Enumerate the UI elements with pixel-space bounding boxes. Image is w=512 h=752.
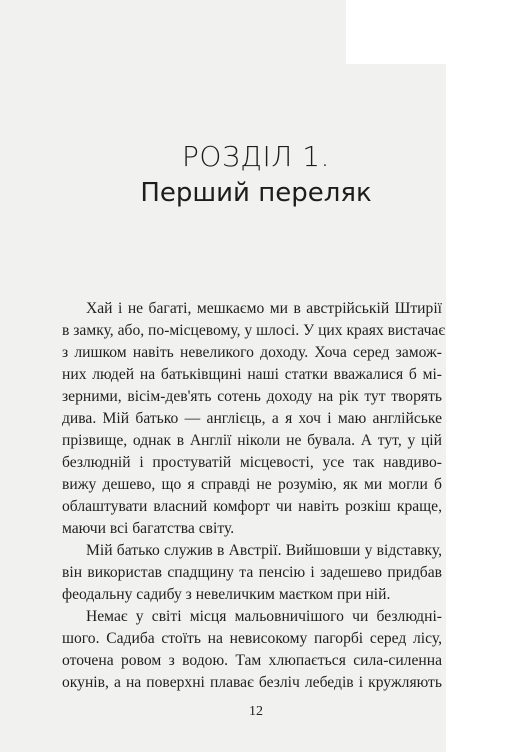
page-corner-blank (346, 0, 446, 64)
text-line: Мій батько служив в Австрії. Вийшовши у відставку, (86, 542, 442, 559)
paragraph-3 (62, 606, 442, 694)
text-line: облаштувати власний комфорт чи навіть розкіш краще, (62, 498, 442, 515)
text-line: шого. Садиба стоїть на невисокому пагорбі серед лісу, (62, 630, 442, 647)
text-line: оточена ровом з водою. Там хлюпається сила-силенна (62, 652, 442, 669)
text-line: прізвище, однак в Англії ніколи не бувала. А тут, у цій (62, 432, 442, 449)
paragraph-1 (62, 298, 446, 540)
text-line: окунів, а на поверхні плаває безліч лебедів і кружляють (62, 674, 442, 691)
text-line: зерними, вісім-дев'ять сотень доходу на рік тут творять (62, 388, 442, 405)
text-line: дива. Мій батько — англієць, а я хоч і маю англійське (62, 410, 442, 427)
text-line: з лишком навіть невеликого доходу. Хоча серед замож- (62, 344, 442, 361)
body-text (62, 298, 446, 694)
paragraph-2 (62, 540, 442, 606)
chapter-title: Перший переляк (140, 178, 372, 208)
text-line: він використав спадщину та пенсію і задешево придбав (62, 564, 442, 581)
page-number: 12 (249, 704, 263, 719)
text-line: них людей на батьківщині наші статки вважалися б мі- (62, 366, 442, 383)
text-line: вижу дешево, що я справді не розумію, як ми могли б (62, 476, 442, 493)
text-line: в замку, або, по-місцевому, у шлосі. У цих краях вистачає (62, 322, 446, 339)
text-line: безлюдній і простуватій місцевості, усе так навдиво- (62, 454, 442, 471)
chapter-number: РОЗДІЛ 1. (182, 140, 330, 173)
text-line: Немає у світі місця мальовничішого чи безлюдні- (86, 608, 442, 625)
text-line: феодальну садибу з невеличким маєтком при ній. (62, 586, 391, 603)
text-line: Хай і не багаті, мешкаємо ми в австрійській Штирії (86, 300, 442, 317)
text-line: маючи всі багатства світу. (62, 520, 235, 537)
